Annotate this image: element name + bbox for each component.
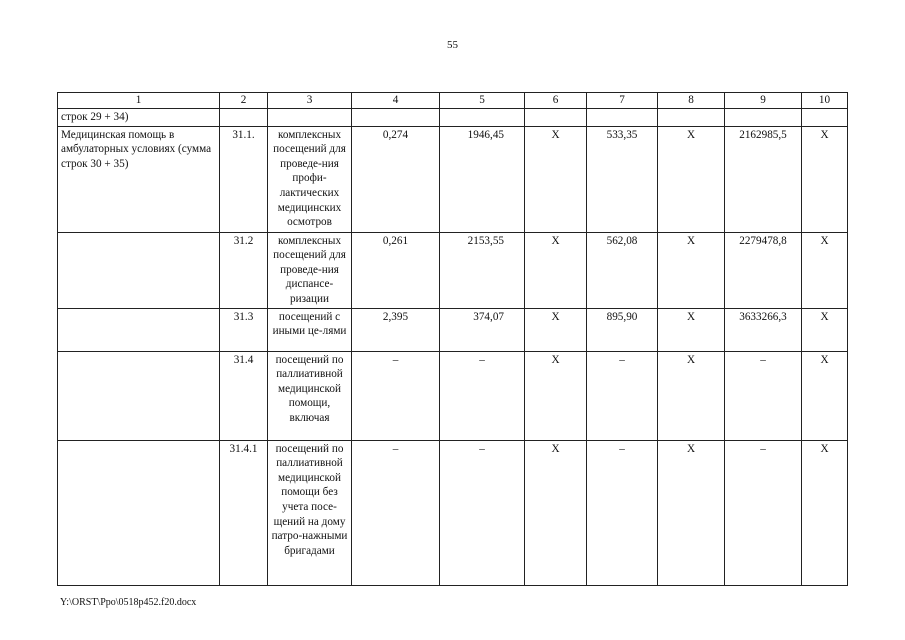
row-unit: комплексных посещений для проведе-ния диспансе-ризации <box>268 232 352 308</box>
row-name <box>58 351 220 440</box>
header-cell: 2 <box>220 93 268 109</box>
header-cell: 5 <box>440 93 525 109</box>
cell-c5: – <box>440 440 525 585</box>
table-row <box>58 308 848 351</box>
cell-c10: X <box>802 232 848 308</box>
cell-c7: 533,35 <box>587 126 658 232</box>
header-cell: 4 <box>352 93 440 109</box>
table-row <box>58 440 848 585</box>
cell-c6: X <box>525 232 587 308</box>
cell-c8: X <box>658 308 725 351</box>
row-name <box>58 440 220 585</box>
continuation-text: строк 29 + 34) <box>58 109 220 127</box>
row-name <box>58 308 220 351</box>
cell-c7: – <box>587 351 658 440</box>
cell-c5: 374,07 <box>440 308 525 351</box>
cell-c8: X <box>658 351 725 440</box>
header-cell: 10 <box>802 93 848 109</box>
cell-c4: 0,274 <box>352 126 440 232</box>
table-row <box>58 232 848 308</box>
row-code: 31.3 <box>220 308 268 351</box>
row-unit: посещений по паллиативной медицинской помощи, включая <box>268 351 352 440</box>
row-code: 31.4.1 <box>220 440 268 585</box>
table-row <box>58 351 848 440</box>
cell-c4: – <box>352 351 440 440</box>
header-cell: 7 <box>587 93 658 109</box>
cell-c4: – <box>352 440 440 585</box>
row-code: 31.4 <box>220 351 268 440</box>
row-code: 31.2 <box>220 232 268 308</box>
cell-c10: X <box>802 126 848 232</box>
header-cell: 9 <box>725 93 802 109</box>
footer-file-path: Y:\ORST\Ppo\0518p452.f20.docx <box>60 597 197 608</box>
row-code: 31.1. <box>220 126 268 232</box>
cell-c6: X <box>525 351 587 440</box>
cell-c10: X <box>802 308 848 351</box>
row-unit: посещений по паллиативной медицинской помощи без учета посе-щений на дому патро-нажными бригадами <box>268 440 352 585</box>
cell-c6: X <box>525 440 587 585</box>
row-name: Медицинская помощь в амбулаторных условиях (сумма строк 30 + 35) <box>58 126 220 232</box>
cell-c7: 562,08 <box>587 232 658 308</box>
cell-c4: 0,261 <box>352 232 440 308</box>
cell-c9: – <box>725 440 802 585</box>
cell-c10: X <box>802 351 848 440</box>
cell-c7: – <box>587 440 658 585</box>
header-cell: 8 <box>658 93 725 109</box>
cell-c7: 895,90 <box>587 308 658 351</box>
row-name <box>58 232 220 308</box>
cell-c10: X <box>802 440 848 585</box>
cell-c8: X <box>658 126 725 232</box>
header-row <box>58 93 848 109</box>
cell-c9: 3633266,3 <box>725 308 802 351</box>
cell-c5: 2153,55 <box>440 232 525 308</box>
cell-c8: X <box>658 232 725 308</box>
cell-c9: – <box>725 351 802 440</box>
row-unit: посещений с иными це-лями <box>268 308 352 351</box>
continuation-row <box>58 109 848 127</box>
header-cell: 1 <box>58 93 220 109</box>
row-unit: комплексных посещений для проведе-ния профи-лактических медицинских осмотров <box>268 126 352 232</box>
page-number: 55 <box>447 39 458 51</box>
cell-c6: X <box>525 126 587 232</box>
cell-c9: 2162985,5 <box>725 126 802 232</box>
cell-c8: X <box>658 440 725 585</box>
header-cell: 3 <box>268 93 352 109</box>
table-row <box>58 126 848 232</box>
data-table <box>57 92 848 586</box>
cell-c5: – <box>440 351 525 440</box>
header-cell: 6 <box>525 93 587 109</box>
cell-c9: 2279478,8 <box>725 232 802 308</box>
cell-c6: X <box>525 308 587 351</box>
cell-c4: 2,395 <box>352 308 440 351</box>
cell-c5: 1946,45 <box>440 126 525 232</box>
